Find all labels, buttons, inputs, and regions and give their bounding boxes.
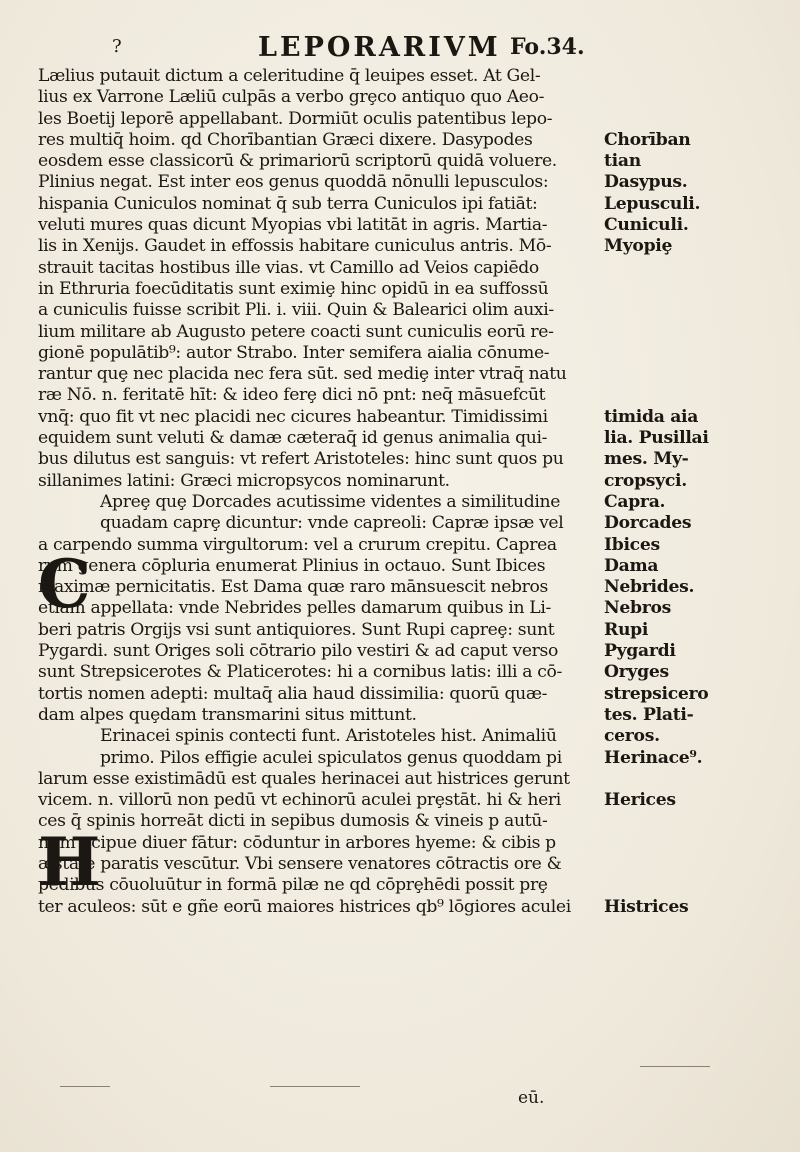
marginal-note — [604, 875, 794, 896]
running-title: LEPORARIVM — [258, 32, 501, 63]
text-line: Erinacei spinis contecti funt. Aristoteles hist. Animaliū — [100, 726, 557, 747]
initial-capital-c: C — [38, 545, 91, 623]
text-line: les Boetij leporē appellabant. Dormiūt oculis patentibus lepo- — [38, 108, 553, 129]
marginal-note: Pygardi — [604, 641, 676, 662]
marginal-note: Histrices — [604, 896, 689, 917]
text-line: rantur quȩ nec placida nec fera sūt. sed mediȩ inter vtraq̄ natu — [38, 364, 567, 385]
text-line: veluti mures quas dicunt Myopias vbi latitāt in agris. Martia- — [38, 215, 548, 236]
marginal-note — [604, 769, 794, 790]
text-line: ter aculeos: sūt e gñe eorū maiores histrices qb⁹ lōgiores aculei — [38, 896, 571, 917]
marginal-note — [604, 66, 794, 87]
text-line: lium militare ab Augusto petere coacti sunt cuniculis eorū re- — [38, 321, 554, 342]
marginal-note — [604, 109, 794, 130]
text-line: eosdem esse classicorū & primariorū scriptorū quidā voluere. — [38, 151, 557, 172]
marginal-note — [604, 854, 794, 875]
text-line: num pcipue diuer fātur: cōduntur in arbores hyeme: & cibis p — [38, 832, 556, 853]
catchword: eū. — [518, 1088, 545, 1108]
marginal-note: Chorīban — [604, 129, 691, 150]
text-line: pedibus cōuoluūtur in formā pilæ ne qd cōprȩhēdi possit prȩ — [38, 875, 548, 896]
text-line: maximæ pernicitatis. Est Dama quæ raro mānsuescit nebros — [38, 577, 549, 598]
marginal-note: ceros. — [604, 726, 660, 747]
text-line: primo. Pilos effigie aculei spiculatos genus quoddam pi — [100, 747, 562, 768]
marginal-note — [604, 322, 794, 343]
marginal-note — [604, 300, 794, 321]
marginal-note: Herinace⁹. — [604, 747, 703, 768]
marginal-notes-column — [604, 66, 794, 918]
marginal-note: Dama — [604, 555, 659, 576]
marginal-note: Dasypus. — [604, 172, 688, 193]
marginal-note: Oryges — [604, 662, 669, 683]
text-line: bus dilutus est sanguis: vt refert Aristoteles: hinc sunt quos pu — [38, 449, 564, 470]
marginal-note: tian — [604, 151, 641, 172]
initial-capital-h: H — [38, 823, 101, 901]
main-text-column — [38, 66, 598, 918]
text-line: dam alpes quȩdam transmarini situs mittunt. — [38, 704, 417, 725]
text-line: lis in Xenijs. Gaudet in effossis habitare cuniculus antris. Mō- — [38, 236, 552, 257]
text-line: vicem. n. villorū non pedū vt echinorū aculei prȩstāt. hi & heri — [38, 790, 561, 811]
marginal-note: Capra. — [604, 491, 666, 512]
bottom-rule-center — [270, 1086, 360, 1087]
marginal-note — [604, 385, 794, 406]
header-mark: ? — [112, 36, 122, 57]
text-line: ces q̄ spinis horreāt dicti in sepibus dumosis & vineis p autū- — [38, 811, 548, 832]
bottom-rule-right — [640, 1066, 710, 1067]
marginal-note: timida aia — [604, 406, 699, 427]
text-line: a cuniculis fuisse scribit Pli. i. viii. Quin & Balearici olim auxi- — [38, 300, 554, 321]
text-line: equidem sunt veluti & damæ cæteraq̄ id genus animalia qui- — [38, 428, 548, 449]
text-line: æstate paratis vescūtur. Vbi sensere venatores cōtractis ore & — [38, 853, 562, 874]
text-line: ræ Nō. n. feritatē hīt: & ideo ferȩ dici nō pnt: neq̄ māsuefcūt — [38, 385, 546, 406]
marginal-note: Rupi — [604, 619, 649, 640]
marginal-note: strepsicero — [604, 683, 709, 704]
marginal-note: Ibices — [604, 534, 660, 555]
marginal-note: Dorcades — [604, 513, 692, 534]
marginal-note — [604, 811, 794, 832]
marginal-note: Herices — [604, 790, 676, 811]
text-line: sillanimes latini: Græci micropsycos nominarunt. — [38, 470, 450, 491]
text-line: Apreȩ quȩ Dorcades acutissime videntes a similitudine — [100, 491, 561, 512]
marginal-note — [604, 364, 794, 385]
marginal-note: Cuniculi. — [604, 215, 689, 236]
text-line: in Ethruria foecūditatis sunt eximiȩ hinc opidū in ea suffossū — [38, 278, 549, 299]
marginal-note: mes. My- — [604, 449, 689, 470]
text-line: a carpendo summa virgultorum: vel a crurum crepitu. Caprea — [38, 534, 557, 555]
bottom-rule-left — [60, 1086, 110, 1087]
text-line: gionē populātib⁹: autor Strabo. Inter semifera aialia cōnume- — [38, 342, 550, 363]
marginal-note — [604, 279, 794, 300]
text-line: lius ex Varrone Læliū culpās a verbo grȩco antiquo quo Aeo- — [38, 87, 545, 108]
text-line: larum esse existimādū est quales herinacei aut histrices gerunt — [38, 768, 570, 789]
text-line: strauit tacitas hostibus ille vias. vt Camillo ad Veios capiēdo — [38, 257, 539, 278]
folio-number: Fo.34. — [510, 34, 585, 60]
marginal-note: Nebros — [604, 598, 672, 619]
marginal-note: tes. Plati- — [604, 704, 694, 725]
marginal-note: Myopiȩ — [604, 236, 673, 257]
running-header — [0, 28, 800, 68]
text-line: Plinius negat. Est inter eos genus quoddā nōnulli lepusculos: — [38, 172, 549, 193]
marginal-note: lia. Pusillai — [604, 428, 709, 449]
marginal-note — [604, 258, 794, 279]
marginal-note: Nebrides. — [604, 577, 695, 598]
marginal-note: cropsyci. — [604, 470, 687, 491]
text-line: etiam appellata: vnde Nebrides pelles damarum quibus in Li- — [38, 598, 551, 619]
marginal-note — [604, 833, 794, 854]
marginal-note — [604, 343, 794, 364]
text-line: quadam caprȩ dicuntur: vnde capreoli: Capræ ipsæ vel — [100, 513, 564, 534]
marginal-note — [604, 87, 794, 108]
text-line: Pygardi. sunt Origes soli cōtrario pilo vestiri & ad caput verso — [38, 641, 558, 662]
text-line: rum genera cōpluria enumerat Plinius in octauo. Sunt Ibices — [38, 555, 546, 576]
text-line: beri patris Orgijs vsi sunt antiquiores. Sunt Rupi capreȩ: sunt — [38, 619, 555, 640]
text-line: res multiq̄ hoim. qd Chorībantian Græci dixere. Dasypodes — [38, 129, 533, 150]
text-line: sunt Strepsicerotes & Platicerotes: hi a cornibus latis: illi a cō- — [38, 662, 562, 683]
marginal-note: Lepusculi. — [604, 193, 701, 214]
text-line: Lælius putauit dictum a celeritudine q̄ leuipes esset. At Gel- — [38, 66, 541, 86]
text-line: vnq̄: quo fit vt nec placidi nec cicures habeantur. Timidissimi — [38, 406, 548, 427]
text-line: hispania Cuniculos nominat q̄ sub terra Cuniculos ipi fatiāt: — [38, 193, 538, 214]
text-line: tortis nomen adepti: multaq̄ alia haud dissimilia: quorū quæ- — [38, 683, 548, 704]
